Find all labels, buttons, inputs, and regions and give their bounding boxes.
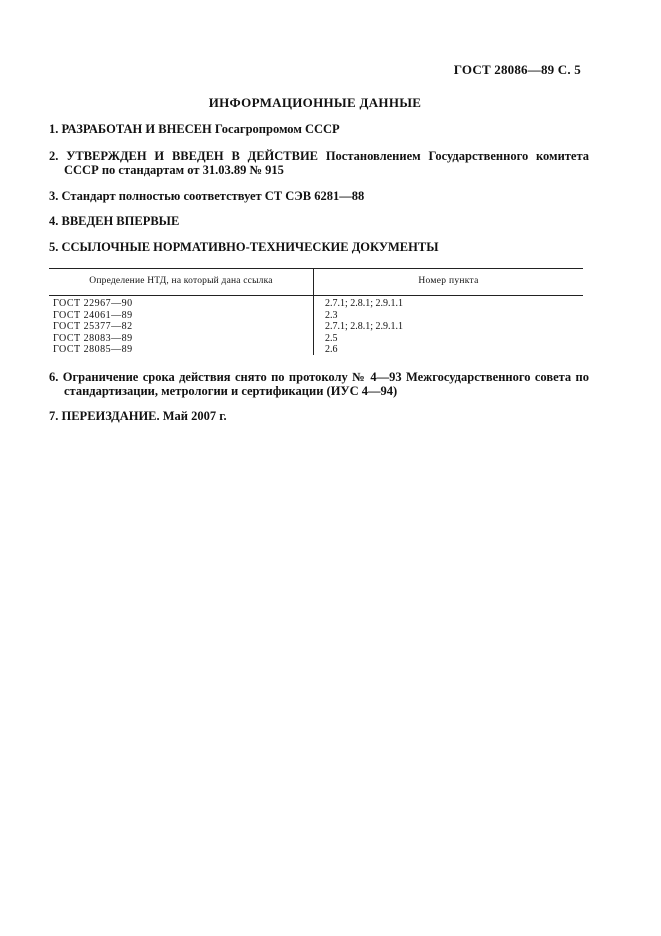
item-4 [49, 214, 589, 228]
table-row [49, 321, 583, 333]
item-3-text: Стандарт полностью соответствует СТ СЭВ 6281—88 [61, 189, 365, 203]
table-cell-document: ГОСТ 28085—89 [53, 344, 133, 355]
table-cell-clause: 2.7.1; 2.8.1; 2.9.1.1 [325, 298, 404, 309]
item-1-text: РАЗРАБОТАН И ВНЕСЕН Госагропромом СССР [61, 122, 340, 136]
table-cell-clause: 2.5 [325, 332, 338, 344]
item-2-number: 2. [49, 149, 59, 163]
table-row [49, 333, 583, 345]
table-top-rule [49, 268, 583, 269]
item-6 [49, 370, 589, 398]
table-cell-clause: 2.6 [325, 344, 338, 355]
item-6-text: Ограничение срока действия снято по протоколу № 4—93 Межгосударственного совета по стандартизации, метрологии и сертификации (ИУС 4—94) [62, 370, 590, 398]
table-header-clause: Номер пункта [418, 276, 479, 286]
table-cell-document: ГОСТ 24061—89 [53, 309, 133, 321]
item-7-number: 7. [49, 409, 59, 423]
item-4-text: ВВЕДЕН ВПЕРВЫЕ [61, 214, 180, 228]
item-6-number: 6. [49, 370, 59, 384]
item-5-number: 5. [49, 240, 59, 254]
table-cell-clause: 2.7.1; 2.8.1; 2.9.1.1 [325, 321, 404, 332]
page-header: ГОСТ 28086—89 С. 5 [453, 62, 581, 77]
table-header-rule [49, 295, 583, 296]
item-1 [49, 122, 589, 136]
table-cell-clause: 2.3 [325, 309, 338, 321]
page-title: ИНФОРМАЦИОННЫЕ ДАННЫЕ [208, 95, 422, 110]
table-cell-document: ГОСТ 25377—82 [53, 321, 133, 332]
table-row [49, 310, 583, 322]
table-cell-document: ГОСТ 28083—89 [53, 332, 133, 344]
item-7 [49, 409, 589, 423]
table-header-document: Определение НТД, на который дана ссылка [89, 276, 273, 286]
item-3-number: 3. [49, 189, 59, 203]
item-2-text: УТВЕРЖДЕН И ВВЕДЕН В ДЕЙСТВИЕ Постановлением Государственного комитета СССР по стандартам от 31.03.89 № 915 [64, 149, 590, 177]
table-cell-document: ГОСТ 22967—90 [53, 298, 133, 309]
item-5 [49, 240, 589, 254]
item-7-text: ПЕРЕИЗДАНИЕ. Май 2007 г. [61, 409, 227, 423]
item-4-number: 4. [49, 214, 59, 228]
item-5-text: ССЫЛОЧНЫЕ НОРМАТИВНО-ТЕХНИЧЕСКИЕ ДОКУМЕНТЫ [61, 240, 439, 254]
item-3 [49, 189, 589, 203]
item-2 [49, 149, 589, 177]
table-row [49, 298, 583, 310]
item-1-number: 1. [49, 122, 59, 136]
table-row [49, 344, 583, 356]
